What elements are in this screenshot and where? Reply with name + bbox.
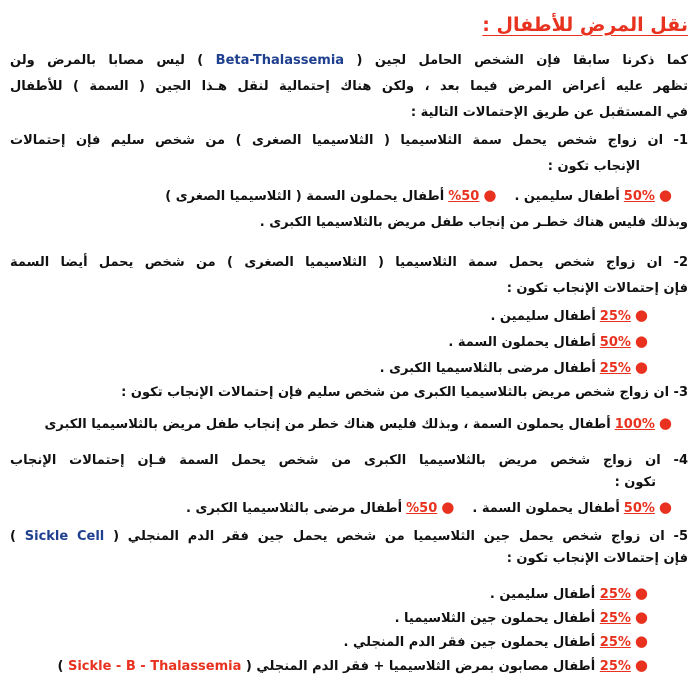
sickle-cell-term: Sickle Cell [24,529,105,544]
case3-outcome [10,414,672,434]
case1-heading-cont: الإنجاب تكون : [547,159,640,174]
case5-heading: 5- ان زواج شخص يحمل جين الثلاسيميا من شخص يحمل جين فقر الدم المنجلي ( Sickle Cell ) [10,529,688,544]
case1-outcome-2: أطفال يحملون السمة ( الثلاسيميا الصغرى ) [165,189,445,204]
case1-note: وبذلك فليس هناك خطـر من إنجاب طفل مريض بالثلاسيميا الكبرى . [259,215,688,230]
bullet-icon: ● [658,414,672,432]
case5-heading-cont: فإن إحتمالات الإنجاب تكون : [506,551,688,566]
case2-item: ●50%أطفال يحملون السمة . [448,332,648,350]
bullet-icon: ● [634,358,648,376]
bullet-icon: ● [441,498,455,516]
case4-pct-2: 50% [406,501,438,516]
beta-thalassemia-term: Beta-Thalassemia [215,53,345,68]
case2-item: ●25%أطفال سليمين . [490,306,648,324]
case5-item: ●25% أطفال سليمين . [489,584,648,602]
case3-heading: 3- ان زواج شخص مريض بالثلاسيميا الكبرى من شخص سليم فإن إحتمالات الإنجاب تكون : [121,385,688,400]
sickle-b-thalassemia-term: Sickle - B - Thalassemia [67,659,242,674]
case2-heading-cont: فإن إحتمالات الإنجاب تكون : [506,281,688,296]
case1-heading: 1- ان زواج شخص يحمل سمة الثلاسيميا ( الثلاسيميا الصغرى ) من شخص سليم فإن إحتمالات [10,133,688,148]
case2-item: ●25%أطفال مرضى بالثلاسيميا الكبرى . [379,358,648,376]
case3-outcome-text: أطفال يحملون السمة ، وبذلك فليس هناك خطر من إنجاب طفل مريض بالثلاسيميا الكبرى [44,417,611,432]
case4-outcome-1: أطفال يحملون السمة . [472,501,620,516]
bullet-icon: ● [658,498,672,516]
case4-outcome-2: أطفال مرضى بالثلاسيميا الكبرى . [186,501,403,516]
page-title: نقل المرض للأطفال : [482,14,688,36]
case5-last-item: ●25% أطفال مصابون بمرض الثلاسيميا + فقر الدم المنجلي ( Sickle - B - Thalassemia ) [57,656,648,674]
intro-line-2: تظهر عليه أعراض المرض فيما بعد ، ولكن هناك إحتمالية لنقل هـذا الجين ( السمة ) للأطفال [10,79,688,94]
case4-heading: 4- ان زواج شخص مريض بالثلاسيميا الكبرى من شخص يحمل السمة فـإن إحتمالات الإنجاب [10,453,688,468]
case1-pct-1: 50% [623,189,655,204]
case5-item: ●25% أطفال يحملون جين فقر الدم المنجلي . [343,632,648,650]
case2-heading: 2- ان زواج شخص يحمل سمة الثلاسيميا ( الثلاسيميا الصغرى ) من شخص يحمل أيضا السمة [10,255,688,270]
bullet-icon: ● [634,608,648,626]
case4-pct-1: 50% [623,501,655,516]
bullet-icon: ● [634,584,648,602]
bullet-icon: ● [634,632,648,650]
bullet-icon: ● [634,306,648,324]
case1-outcome-1: أطفال سليمين . [514,189,620,204]
bullet-icon: ● [658,186,672,204]
bullet-icon: ● [634,332,648,350]
bullet-icon: ● [634,656,648,674]
case3-pct: 100% [614,417,655,432]
case4-heading-cont: تكون : [614,475,656,490]
intro-line-3: في المستقبل عن طريق الإحتمالات التالية : [410,105,688,120]
case1-pct-2: 50% [448,189,480,204]
case1-outcomes [10,186,672,206]
bullet-icon: ● [483,186,497,204]
case5-item: ●25% أطفال يحملون جين الثلاسيميا . [394,608,648,626]
intro-line-1: كما ذكرنا سابقا فإن الشخص الحامل لجين ( Beta-Thalassemia ) ليس مصابا بالمرض ولن [10,53,688,68]
case4-outcomes [10,498,672,518]
